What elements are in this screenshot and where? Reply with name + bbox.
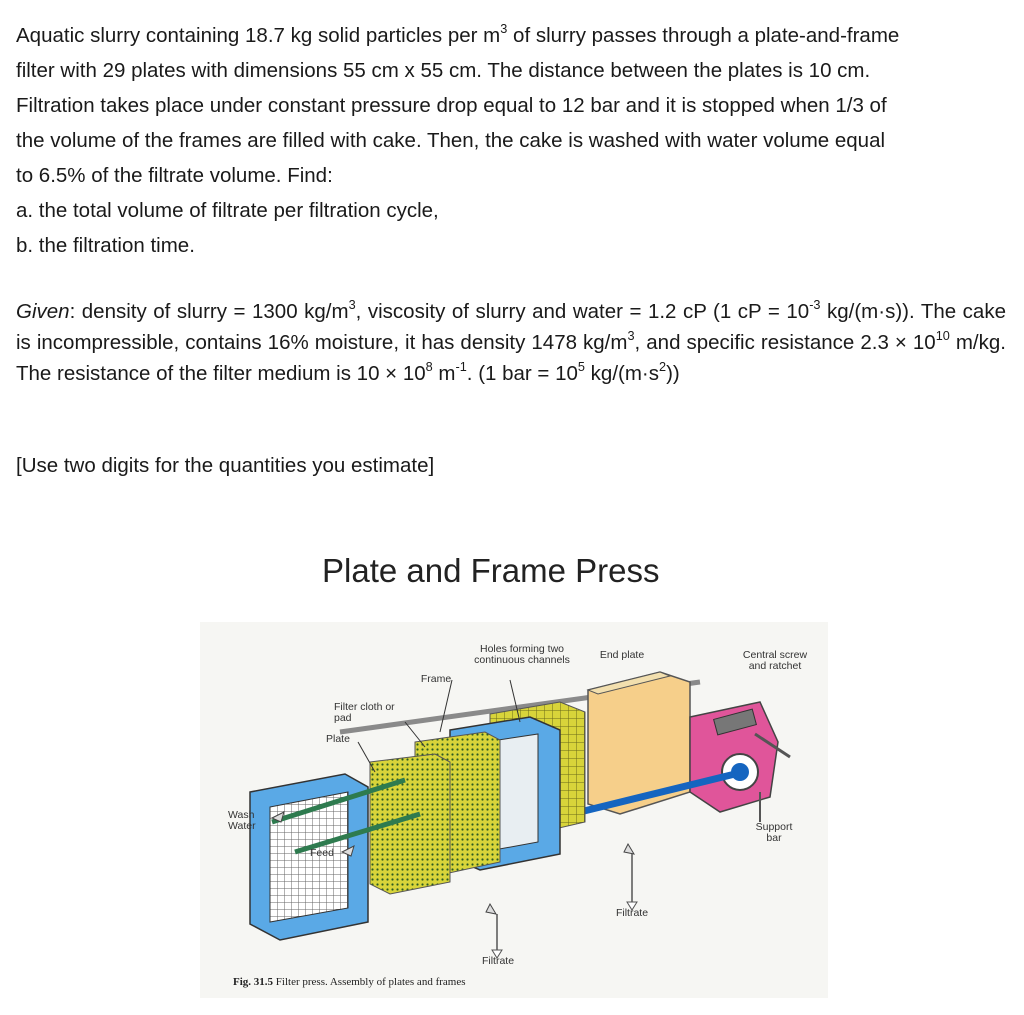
label-end-plate: End plate xyxy=(599,649,645,661)
estimation-note: [Use two digits for the quantities you estimate] xyxy=(16,454,435,477)
bottom-valve xyxy=(486,904,496,914)
problem-line-2: filter with 29 plates with dimensions 55 cm x 55 cm. The distance between the plates is 10 cm. xyxy=(16,59,871,82)
filter-press-illustration xyxy=(200,622,828,998)
given-data xyxy=(16,296,1006,389)
problem-line-1: Aquatic slurry containing 18.7 kg solid particles per $m^3$ of slurry passes through a plate-and-frame xyxy=(16,20,900,47)
figure-caption: Fig. 31.5 Filter press. Assembly of plates and frames xyxy=(233,976,466,988)
label-central-screw: Central screw and ratchet xyxy=(742,649,808,672)
right-valve xyxy=(624,844,634,854)
label-wash-water: Wash Water xyxy=(228,809,256,832)
label-filtrate-bottom: Filtrate xyxy=(481,955,515,967)
question-b: b. the filtration time. xyxy=(16,234,195,257)
problem-statement xyxy=(16,18,1006,263)
figure-title: Plate and Frame Press xyxy=(322,552,660,589)
label-feed: Feed xyxy=(310,847,334,859)
label-support-bar: Support bar xyxy=(755,821,793,844)
given-label: Given xyxy=(16,300,70,323)
problem-line-4: the volume of the frames are filled with cake. Then, the cake is washed with water volume equal xyxy=(16,129,886,152)
given-paragraph: Given: density of slurry = 1300 $kg/m^3$, viscosity of slurry and water = 1.2 cP (1 cP = $10^{-3}$ kg/(m·s)). The cake is incompressible, contains 16% moisture, it has density 1478 $kg/m^3$, and specific resistance $2.3 \times 10^{10}$ m/kg. The resistance of the filter medium is $10 \times 10^8$ $m^{-1}$. (1 bar = $10^5$ $kg/(m\cdot s^2)$) xyxy=(16,296,1006,385)
label-filter-cloth: Filter cloth or pad xyxy=(334,701,395,724)
question-a: a. the total volume of filtrate per filtration cycle, xyxy=(16,199,439,222)
end-plate-shape xyxy=(588,672,690,814)
problem-line-3: Filtration takes place under constant pressure drop equal to 12 bar and it is stopped when 1/3 of xyxy=(16,94,887,117)
leader-plate xyxy=(358,742,375,772)
label-frame: Frame xyxy=(420,673,452,685)
filter-press-figure xyxy=(200,622,828,998)
leader-frame xyxy=(440,680,452,732)
label-plate: Plate xyxy=(326,733,350,745)
problem-line-5: to 6.5% of the filtrate volume. Find: xyxy=(16,164,333,187)
label-holes: Holes forming two continuous channels xyxy=(474,643,570,666)
label-filtrate-right: Filtrate xyxy=(615,907,649,919)
